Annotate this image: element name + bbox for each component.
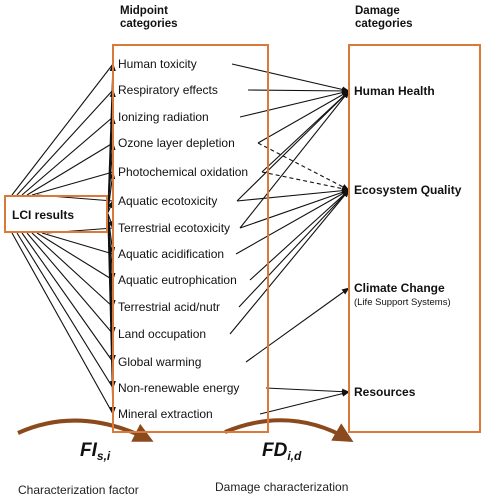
lci-fan-line [22, 117, 113, 195]
midpoint-box [112, 44, 269, 433]
midpoint-item: Ionizing radiation [118, 110, 209, 124]
lci-label: LCI results [12, 208, 75, 222]
midpoint-item: Non-renewable energy [118, 381, 240, 395]
lci-fan-line [17, 90, 113, 195]
fi-subscript: s,i [96, 449, 111, 463]
midpoint-to-damage-arrow [260, 392, 349, 414]
damage-box [348, 44, 481, 433]
caption-characterization-factor: Characterization factor [18, 483, 139, 497]
caption-damage-characterization: Damage characterization [215, 480, 349, 494]
midpoint-item: Aquatic acidification [118, 247, 225, 261]
midpoint-item: Human toxicity [118, 57, 197, 71]
midpoint-item: Photochemical oxidation [118, 165, 249, 179]
midpoint-item: Aquatic eutrophication [118, 273, 237, 287]
characterization-factor-symbol [80, 440, 110, 462]
midpoint-header-line2: categories [120, 18, 178, 30]
damage-ecosystem-quality: Ecosystem Quality [354, 183, 462, 197]
damage-header [355, 5, 413, 31]
fd-subscript: i,d [287, 449, 302, 463]
fd-symbol: FD [262, 440, 288, 461]
damage-resources: Resources [354, 385, 416, 399]
lci-fan-line [32, 233, 113, 307]
midpoint-item: Aquatic ecotoxicity [118, 194, 218, 208]
damage-header-line2: categories [355, 18, 413, 30]
midpoint-item: Terrestrial acid/nutr [118, 300, 221, 314]
midpoint-item: Terrestrial ecotoxicity [118, 221, 231, 235]
damage-climate-change-sub: (Life Support Systems) [354, 297, 451, 308]
midpoint-item: Global warming [118, 355, 202, 369]
midpoint-item: Land occupation [118, 327, 207, 341]
lci-fan-line [17, 233, 113, 388]
midpoint-header [120, 5, 178, 31]
damage-climate-change: Climate Change [354, 281, 445, 295]
lci-fan-line [42, 233, 113, 254]
midpoint-to-damage-arrow [262, 172, 349, 190]
lci-fan-line [27, 143, 113, 195]
midpoint-item: Mineral extraction [118, 407, 213, 421]
midpoint-header-line1: Midpoint [120, 5, 168, 17]
midpoint-to-damage-arrow [266, 388, 349, 392]
fi-symbol: FI [80, 440, 97, 461]
damage-header-line1: Damage [355, 5, 400, 17]
midpoint-item: Ozone layer depletion [118, 136, 235, 150]
midpoint-item: Respiratory effects [118, 83, 218, 97]
damage-human-health: Human Health [354, 84, 435, 98]
lci-to-midpoint-arrows [12, 64, 113, 414]
damage-factor-symbol [262, 440, 301, 462]
